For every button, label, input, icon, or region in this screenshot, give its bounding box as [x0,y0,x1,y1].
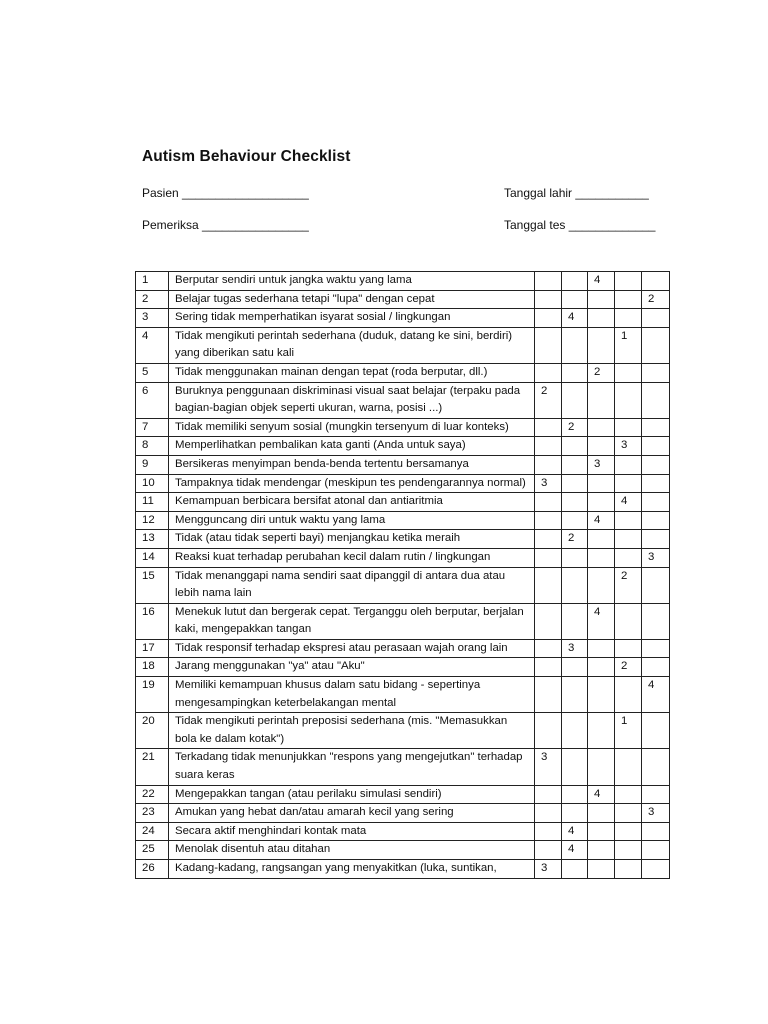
score-cell [642,327,670,363]
score-cell [562,603,588,639]
score-cell: 4 [588,785,615,804]
score-cell [535,309,562,328]
score-cell [615,511,642,530]
score-cell: 4 [588,603,615,639]
table-row [136,382,670,418]
item-number: 17 [136,639,169,658]
score-cell [535,418,562,437]
score-cell [642,493,670,512]
item-number: 5 [136,363,169,382]
score-cell [588,677,615,713]
item-number: 24 [136,822,169,841]
item-number: 6 [136,382,169,418]
score-cell [535,677,562,713]
score-cell: 2 [562,418,588,437]
item-number: 2 [136,290,169,309]
score-cell: 4 [588,272,615,291]
score-cell [615,272,642,291]
score-cell [562,860,588,879]
score-cell [588,841,615,860]
score-cell [615,548,642,567]
score-cell [642,749,670,785]
score-cell [588,548,615,567]
score-cell [588,418,615,437]
score-cell [535,530,562,549]
item-description: Belajar tugas sederhana tetapi "lupa" dengan cepat [169,290,535,309]
score-cell: 4 [562,309,588,328]
score-cell [588,639,615,658]
item-number: 12 [136,511,169,530]
item-description: Berputar sendiri untuk jangka waktu yang lama [169,272,535,291]
item-description: Reaksi kuat terhadap perubahan kecil dalam rutin / lingkungan [169,548,535,567]
item-number: 11 [136,493,169,512]
score-cell [615,418,642,437]
item-number: 10 [136,474,169,493]
table-row [136,785,670,804]
score-cell [535,841,562,860]
score-cell [562,363,588,382]
score-cell [588,567,615,603]
item-number: 8 [136,437,169,456]
score-cell [562,327,588,363]
item-description: Tidak mengikuti perintah sederhana (duduk, datang ke sini, berdiri) yang diberikan satu kali [169,327,535,363]
score-cell [642,474,670,493]
item-description: Secara aktif menghindari kontak mata [169,822,535,841]
score-cell [642,713,670,749]
score-cell [615,382,642,418]
item-description: Memperlihatkan pembalikan kata ganti (Anda untuk saya) [169,437,535,456]
birth-date-field: Tanggal lahir ___________ [504,186,649,200]
item-description: Kadang-kadang, rangsangan yang menyakitkan (luka, suntikan, [169,860,535,879]
score-cell [615,530,642,549]
score-cell [642,841,670,860]
score-cell: 4 [642,677,670,713]
item-number: 14 [136,548,169,567]
score-cell: 3 [535,749,562,785]
score-cell: 1 [615,713,642,749]
table-row [136,327,670,363]
table-row [136,603,670,639]
score-cell [615,639,642,658]
score-cell: 2 [615,567,642,603]
item-description: Tidak (atau tidak seperti bayi) menjangkau ketika meraih [169,530,535,549]
score-cell [535,639,562,658]
score-cell: 3 [535,474,562,493]
item-number: 20 [136,713,169,749]
item-number: 16 [136,603,169,639]
score-cell [562,455,588,474]
score-cell [535,804,562,823]
score-cell [642,603,670,639]
item-description: Kemampuan berbicara bersifat atonal dan antiaritmia [169,493,535,512]
score-cell [615,603,642,639]
table-row [136,418,670,437]
table-row [136,749,670,785]
score-cell [562,548,588,567]
table-row [136,511,670,530]
score-cell [535,658,562,677]
score-cell [615,290,642,309]
score-cell: 4 [562,822,588,841]
item-description: Tampaknya tidak mendengar (meskipun tes pendengarannya normal) [169,474,535,493]
score-cell [562,493,588,512]
document-title: Autism Behaviour Checklist [142,148,351,165]
score-cell [562,677,588,713]
score-cell: 3 [615,437,642,456]
item-description: Jarang menggunakan "ya" atau "Aku" [169,658,535,677]
item-description: Buruknya penggunaan diskriminasi visual saat belajar (terpaku pada bagian-bagian objek seperti ukuran, warna, posisi ...) [169,382,535,418]
table-row [136,860,670,879]
item-description: Amukan yang hebat dan/atau amarah kecil yang sering [169,804,535,823]
score-cell [588,474,615,493]
score-cell [615,841,642,860]
score-cell [562,272,588,291]
score-cell [535,290,562,309]
item-number: 19 [136,677,169,713]
score-cell [588,804,615,823]
score-cell [642,658,670,677]
item-description: Tidak mengikuti perintah preposisi sederhana (mis. "Memasukkan bola ke dalam kotak") [169,713,535,749]
item-description: Terkadang tidak menunjukkan "respons yang mengejutkan" terhadap suara keras [169,749,535,785]
score-cell [535,327,562,363]
score-cell [535,822,562,841]
score-cell [562,658,588,677]
table-row [136,567,670,603]
score-cell [562,567,588,603]
score-cell [615,309,642,328]
score-cell [535,567,562,603]
score-cell [642,309,670,328]
item-description: Tidak menanggapi nama sendiri saat dipanggil di antara dua atau lebih nama lain [169,567,535,603]
score-cell [535,713,562,749]
item-number: 13 [136,530,169,549]
score-cell [588,822,615,841]
table-row [136,363,670,382]
score-cell [615,455,642,474]
score-cell [535,493,562,512]
item-number: 15 [136,567,169,603]
table-row [136,455,670,474]
item-description: Tidak menggunakan mainan dengan tepat (roda berputar, dll.) [169,363,535,382]
item-number: 26 [136,860,169,879]
score-cell: 3 [642,804,670,823]
score-cell [562,382,588,418]
score-cell [588,309,615,328]
score-cell [588,658,615,677]
score-cell [615,677,642,713]
score-cell [562,290,588,309]
patient-field: Pasien ___________________ [142,186,309,200]
score-cell [642,382,670,418]
score-cell [535,511,562,530]
score-cell: 2 [615,658,642,677]
score-cell [615,860,642,879]
score-cell [588,382,615,418]
score-cell [615,749,642,785]
table-row [136,437,670,456]
item-number: 4 [136,327,169,363]
score-cell [642,363,670,382]
item-number: 7 [136,418,169,437]
item-number: 3 [136,309,169,328]
score-cell [562,749,588,785]
table-row [136,822,670,841]
score-cell: 3 [535,860,562,879]
score-cell [642,785,670,804]
score-cell [615,474,642,493]
table-row [136,658,670,677]
table-row [136,272,670,291]
table-row [136,290,670,309]
score-cell [642,437,670,456]
score-cell [642,639,670,658]
item-number: 22 [136,785,169,804]
item-description: Memiliki kemampuan khusus dalam satu bidang - sepertinya mengesampingkan keterbelakangan mental [169,677,535,713]
item-description: Mengguncang diri untuk waktu yang lama [169,511,535,530]
item-description: Menekuk lutut dan bergerak cepat. Terganggu oleh berputar, berjalan kaki, mengepakkan tangan [169,603,535,639]
score-cell [588,437,615,456]
score-cell: 1 [615,327,642,363]
score-cell [535,437,562,456]
score-cell [562,713,588,749]
score-cell: 4 [588,511,615,530]
score-cell [562,474,588,493]
score-cell [588,749,615,785]
table-row [136,493,670,512]
score-cell [562,511,588,530]
score-cell: 2 [535,382,562,418]
score-cell [535,603,562,639]
score-cell [535,455,562,474]
score-cell [588,860,615,879]
table-row [136,639,670,658]
table-row [136,677,670,713]
table-row [136,713,670,749]
table-row [136,548,670,567]
score-cell: 3 [588,455,615,474]
item-description: Tidak responsif terhadap ekspresi atau perasaan wajah orang lain [169,639,535,658]
score-cell [615,804,642,823]
table-row [136,309,670,328]
score-cell [642,530,670,549]
score-cell: 2 [642,290,670,309]
item-description: Bersikeras menyimpan benda-benda tertentu bersamanya [169,455,535,474]
item-description: Menolak disentuh atau ditahan [169,841,535,860]
score-cell [642,860,670,879]
item-number: 9 [136,455,169,474]
score-cell [642,511,670,530]
score-cell [615,785,642,804]
score-cell [588,290,615,309]
score-cell: 3 [642,548,670,567]
item-number: 18 [136,658,169,677]
score-cell [642,822,670,841]
score-cell [642,418,670,437]
score-cell: 2 [562,530,588,549]
score-cell [588,530,615,549]
item-number: 23 [136,804,169,823]
item-number: 25 [136,841,169,860]
score-cell [588,493,615,512]
table-row [136,474,670,493]
score-cell: 4 [562,841,588,860]
score-cell [562,785,588,804]
score-cell [535,785,562,804]
score-cell [615,363,642,382]
item-description: Sering tidak memperhatikan isyarat sosial / lingkungan [169,309,535,328]
score-cell [588,713,615,749]
score-cell [642,272,670,291]
checklist-table [135,271,670,879]
table-row [136,841,670,860]
table-row [136,804,670,823]
test-date-field: Tanggal tes _____________ [504,218,656,232]
score-cell [615,822,642,841]
examiner-field: Pemeriksa ________________ [142,218,309,232]
score-cell [562,437,588,456]
score-cell [535,272,562,291]
score-cell: 4 [615,493,642,512]
score-cell [562,804,588,823]
score-cell [588,327,615,363]
score-cell: 2 [588,363,615,382]
item-description: Mengepakkan tangan (atau perilaku simulasi sendiri) [169,785,535,804]
score-cell [535,363,562,382]
item-number: 1 [136,272,169,291]
item-description: Tidak memiliki senyum sosial (mungkin tersenyum di luar konteks) [169,418,535,437]
score-cell [535,548,562,567]
score-cell [642,455,670,474]
score-cell: 3 [562,639,588,658]
score-cell [642,567,670,603]
item-number: 21 [136,749,169,785]
table-row [136,530,670,549]
